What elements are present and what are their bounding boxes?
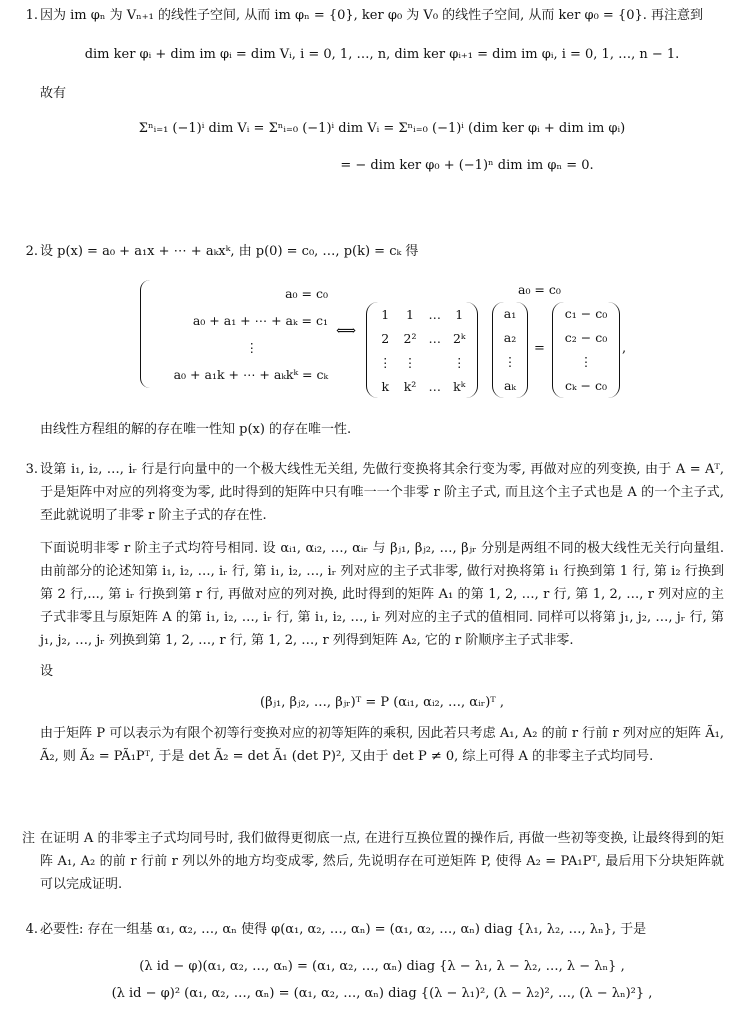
item-2 (22, 240, 724, 437)
paragraph: 下面说明非零 r 阶主子式均符号相同. 设 αᵢ₁, αᵢ₂, …, αᵢᵣ 与 βⱼ₁, βⱼ₂, …, βⱼᵣ 分别是两组不同的极大线性无关行向量组. 由前部分的论述知第 i₁, i₂, …, iᵣ 行, 第 i₁, i₂, …, iᵣ 列对应的主子式非零, 做行对换将第 i₁ 行换到第 1 行, 第 i₂ 行换到第 2 行,..., 第 iᵣ 行换到第 r 行, 再做对应的列对换, 此时得到的矩阵 A₁ 的第 1, 2, …, r 行, 第 1, 2, …, r 列对应的主子式非零且与原矩阵 A 的第 i₁, i₂, …, iᵣ 行, 第 i₁, i₂, …, iᵣ 列对应的主子式的值相同. 同样可以将第 j₁, j₂, …, jᵣ 行, 第 j₁, j₂, …, jᵣ 列换到第 1, 2, …, r 行, 第 1, 2, …, r 列得到矩阵 A₂, 它的 r 阶顺序主子式非零. (40, 541, 724, 648)
paragraph: 由于矩阵 P 可以表示为有限个初等行变换对应的初等矩阵的乘积, 因此若只考虑 A₁, A₂ 的前 r 行前 r 列对应的矩阵 Ã₁, Ã₂, 则 Ã₂ = PÃ₁Pᵀ, 于是 det Ã₂ = det Ã₁ (det P)², 又由于 det P ≠ 0, 综上可得 A 的非零主子式均同号. (40, 726, 724, 764)
item-4 (22, 918, 724, 1005)
iff-symbol: ⟺ (336, 323, 357, 339)
note-label: 注 (22, 831, 36, 846)
item-1 (22, 4, 724, 177)
equation: (λ id − φ)(α₁, α₂, …, αₙ) = (α₁, α₂, …, αₙ) diag {λ − λ₁, λ − λ₂, …, λ − λₙ} , (139, 959, 625, 974)
system-row: a₀ + a₁ + ⋯ + aₖ = c₁ (192, 313, 328, 328)
system-row: a₀ = c₀ (285, 286, 328, 301)
unknowns-vector: a₁ a₂ ⋮ aₖ (492, 302, 528, 398)
coefficient-matrix: 1 1 … 1 2 2² … 2ᵏ ⋮ ⋮ ⋮ k k² … kᵏ (366, 302, 478, 398)
item-number: 4. (25, 922, 38, 937)
item-number: 1. (25, 8, 38, 23)
note (22, 827, 724, 896)
paragraph: 设第 i₁, i₂, …, iᵣ 行是行向量中的一个极大线性无关组, 先做行变换将其余行变为零, 再做对应的列变换, 由于 A = Aᵀ, 于是矩阵中对应的列将变为零, 此时得到的矩阵中只有唯一一个非零 r 阶主子式, 而且这个主子式也是 A 的一个主子式, 至此就说明了非零 r 阶主子式的存在性. (40, 462, 724, 523)
paragraph: 由线性方程组的解的存在唯一性知 p(x) 的存在唯一性. (40, 422, 352, 437)
system-row: a₀ + a₁k + ⋯ + aₖkᵏ = cₖ (173, 367, 328, 382)
matrix-top-label: a₀ = c₀ (518, 282, 561, 297)
item-number: 3. (25, 462, 38, 477)
equation: (βⱼ₁, βⱼ₂, …, βⱼᵣ)ᵀ = P (αᵢ₁, αᵢ₂, …, αᵢᵣ)ᵀ , (260, 695, 504, 710)
paragraph: 必要性: 存在一组基 α₁, α₂, …, αₙ 使得 φ(α₁, α₂, …, αₙ) = (α₁, α₂, …, αₙ) diag {λ₁, λ₂, …, λₙ}, 于是 (40, 922, 647, 937)
trailing-comma: , (622, 341, 627, 356)
item-3 (22, 458, 724, 768)
paragraph: 因为 im φₙ 为 Vₙ₊₁ 的线性子空间, 从而 im φₙ = {0}, ker φ₀ 为 V₀ 的线性子空间, 从而 ker φ₀ = {0}. 再注意到 (40, 8, 704, 23)
equation: Σⁿᵢ₌₁ (−1)ⁱ dim Vᵢ = Σⁿᵢ₌₀ (−1)ⁱ dim Vᵢ = Σⁿᵢ₌₀ (−1)ⁱ (dim ker φᵢ + dim im φᵢ) (138, 121, 626, 136)
constants-vector: c₁ − c₀ c₂ − c₀ ⋮ cₖ − c₀ (552, 302, 620, 398)
equation: dim ker φᵢ + dim im φᵢ = dim Vᵢ, i = 0, 1, …, n, dim ker φᵢ₊₁ = dim im φᵢ, i = 0, 1, …, n − 1. (84, 47, 680, 62)
paragraph: 设 p(x) = a₀ + a₁x + ⋯ + aₖxᵏ, 由 p(0) = c₀, …, p(k) = cₖ 得 (40, 244, 419, 259)
paragraph: 设 (40, 664, 54, 679)
system-row: ⋮ (245, 340, 258, 355)
system-rows (150, 280, 328, 388)
linear-system (22, 280, 724, 410)
item-number: 2. (25, 244, 38, 259)
equation: (λ id − φ)² (α₁, α₂, …, αₙ) = (α₁, α₂, …, αₙ) diag {(λ − λ₁)², (λ − λ₂)², …, (λ − λₙ)²} , (111, 986, 653, 1001)
paragraph: 在证明 A 的非零主子式均同号时, 我们做得更彻底一点, 在进行互换位置的操作后, 再做一些初等变换, 让最终得到的矩阵 A₁, A₂ 的前 r 行前 r 列以外的地方均变成零, 然后, 先说明存在可逆矩阵 P, 使得 A₂ = PA₁Pᵀ, 最后用下分块矩阵就可以完成证明. (40, 831, 724, 892)
equals-sign: = (534, 341, 545, 356)
equation: = − dim ker φ₀ + (−1)ⁿ dim im φₙ = 0. (340, 158, 594, 173)
paragraph: 故有 (40, 86, 67, 101)
